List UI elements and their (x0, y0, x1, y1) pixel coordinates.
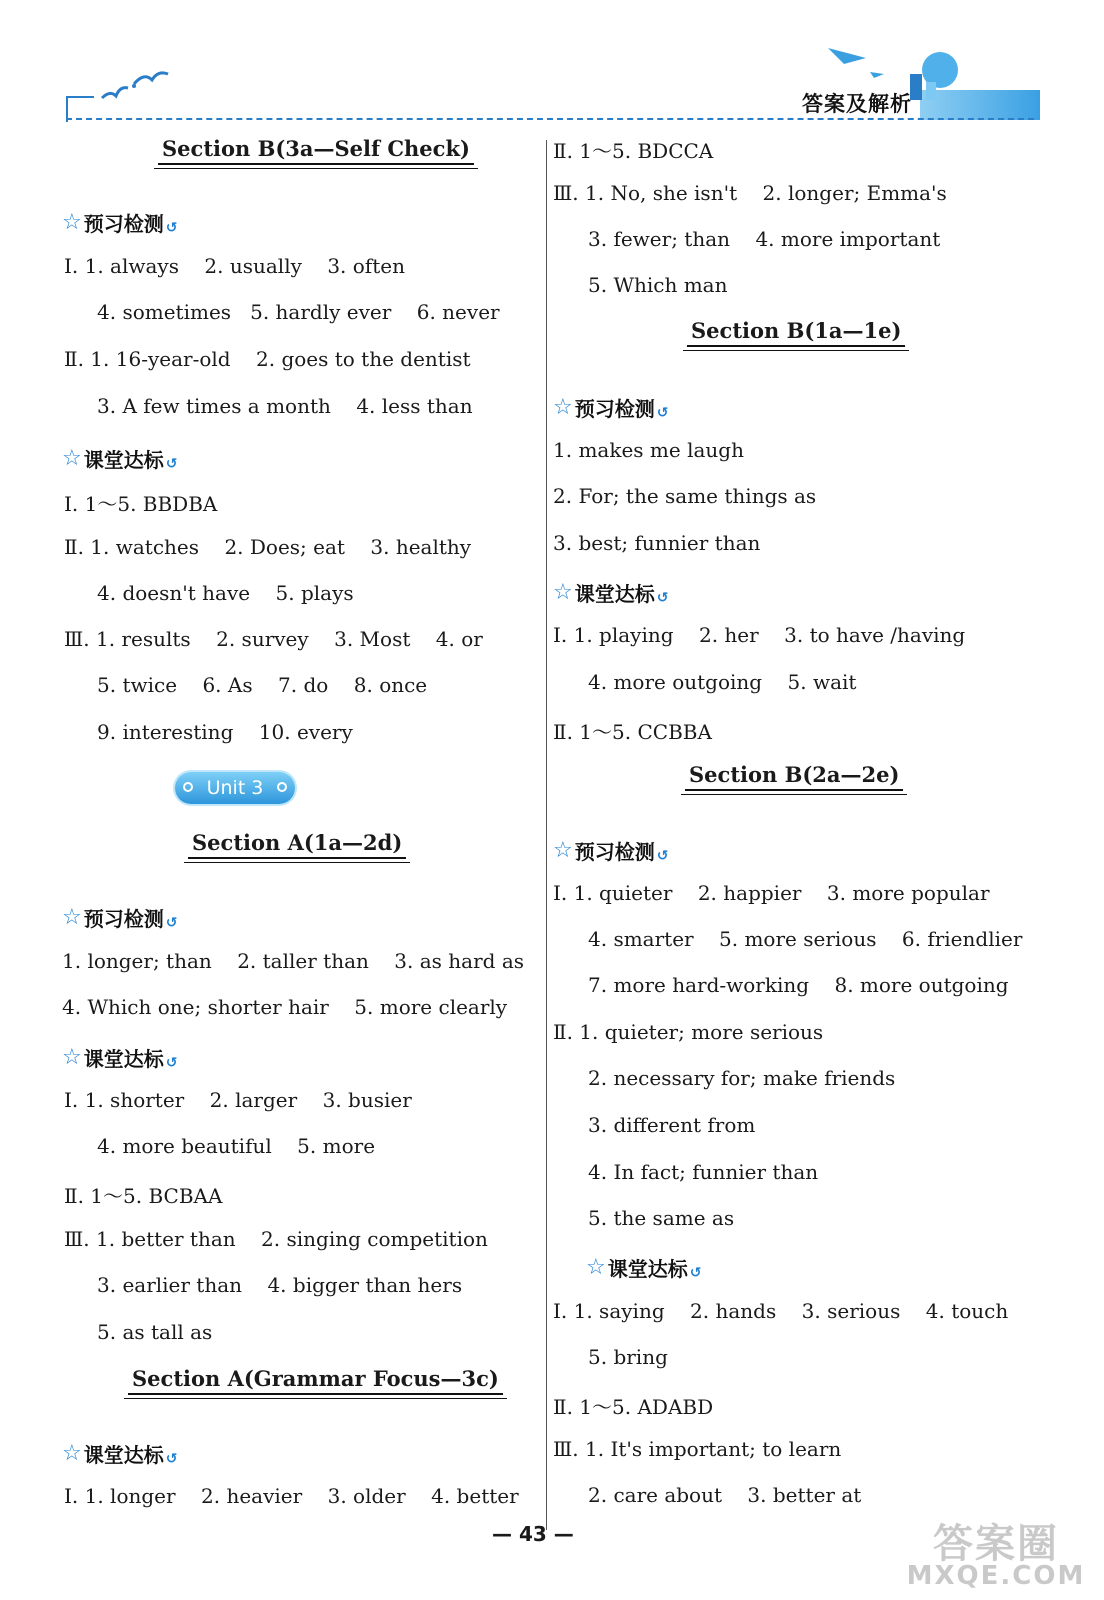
answer-line: Ⅰ. 1. always 2. usually 3. often (64, 254, 405, 278)
star-icon: ☆ (62, 1045, 82, 1070)
answer-line: Ⅰ. 1. playing 2. her 3. to have /having (553, 623, 966, 647)
answer-line: Ⅰ. 1. longer 2. heavier 3. older 4. better (64, 1484, 519, 1508)
swirl-icon: ↺ (165, 1054, 178, 1071)
section-title: Section B(3a—Self Check) (158, 136, 474, 165)
answer-line: Ⅱ. 1. watches 2. Does; eat 3. healthy (64, 535, 472, 559)
answer-line: 4. doesn't have 5. plays (97, 581, 354, 605)
paper-plane-icon (826, 44, 886, 84)
star-icon: ☆ (62, 905, 82, 930)
answer-line: 9. interesting 10. every (97, 720, 353, 744)
globe-icon (906, 48, 966, 100)
answer-line: 5. the same as (588, 1206, 735, 1230)
header-title: 答案及解析 (802, 92, 912, 116)
swirl-icon: ↺ (689, 1264, 702, 1281)
answer-line: 5. Which man (588, 273, 728, 297)
answer-line: 7. more hard-working 8. more outgoing (588, 973, 1009, 997)
answer-line: 4. more beautiful 5. more (97, 1134, 376, 1158)
answer-line: 4. sometimes 5. hardly ever 6. never (97, 300, 500, 324)
answer-line: 4. Which one; shorter hair 5. more clearly (62, 995, 508, 1019)
star-icon: ☆ (62, 1441, 82, 1466)
preview-heading: ☆ 预习检测 ↺ (553, 395, 669, 421)
watermark-line1: 答案圈 (933, 1521, 1059, 1567)
star-icon: ☆ (586, 1255, 606, 1280)
answer-line: 3. best; funnier than (553, 531, 761, 555)
answer-line: 2. care about 3. better at (588, 1483, 862, 1507)
answer-line: 1. longer; than 2. taller than 3. as hard as (62, 949, 525, 973)
answer-line: 5. bring (588, 1345, 668, 1369)
swirl-icon: ↺ (165, 219, 178, 236)
page-header (60, 40, 1040, 130)
section-title: Section B(1a—1e) (687, 318, 905, 347)
answer-line: Ⅲ. 1. It's important; to learn (553, 1437, 842, 1461)
answer-line: 3. different from (588, 1113, 756, 1137)
header-dashed-rule (66, 118, 1034, 120)
answer-line: 2. necessary for; make friends (588, 1066, 896, 1090)
answer-line: Ⅱ. 1. 16-year-old 2. goes to the dentist (64, 347, 471, 371)
preview-heading: ☆ 预习检测 ↺ (553, 838, 669, 864)
swirl-icon: ↺ (656, 847, 669, 864)
answer-line: Ⅱ. 1～5. ADABD (553, 1395, 714, 1419)
answer-line: Ⅲ. 1. results 2. survey 3. Most 4. or (64, 627, 483, 651)
section-title: Section A(Grammar Focus—3c) (128, 1366, 503, 1395)
answer-line: 5. as tall as (97, 1320, 213, 1344)
answer-line: 3. earlier than 4. bigger than hers (97, 1273, 463, 1297)
swirl-icon: ↺ (165, 914, 178, 931)
section-title: Section A(1a—2d) (188, 830, 406, 859)
preview-heading: ☆ 预习检测 ↺ (62, 905, 178, 931)
star-icon: ☆ (62, 446, 82, 471)
answer-line: Ⅰ. 1. quieter 2. happier 3. more popular (553, 881, 990, 905)
classroom-heading: ☆ 课堂达标 ↺ (553, 580, 669, 606)
answer-line: Ⅲ. 1. better than 2. singing competition (64, 1227, 488, 1251)
classroom-heading: ☆ 课堂达标 ↺ (62, 1045, 178, 1071)
answer-line: Ⅱ. 1～5. CCBBA (553, 720, 712, 744)
watermark-line2: MXQE.COM (906, 1561, 1086, 1591)
page-number: — 43 — (492, 1522, 574, 1546)
swirl-icon: ↺ (165, 455, 178, 472)
answer-line: Ⅱ. 1. quieter; more serious (553, 1020, 824, 1044)
watermark-logo (906, 1512, 1086, 1592)
badge-dot-left (183, 782, 193, 792)
classroom-heading: ☆ 课堂达标 ↺ (62, 446, 178, 472)
answer-line: Ⅰ. 1～5. BBDBA (64, 492, 218, 516)
column-divider (546, 140, 547, 1530)
badge-dot-right (277, 782, 287, 792)
preview-heading: ☆ 预习检测 ↺ (62, 210, 178, 236)
classroom-heading: ☆ 课堂达标 ↺ (586, 1255, 702, 1281)
answer-line: 3. A few times a month 4. less than (97, 394, 473, 418)
answer-line: Ⅰ. 1. shorter 2. larger 3. busier (64, 1088, 412, 1112)
answer-line: 4. more outgoing 5. wait (588, 670, 857, 694)
swirl-icon: ↺ (656, 404, 669, 421)
answer-line: Ⅲ. 1. No, she isn't 2. longer; Emma's (553, 181, 947, 205)
star-icon: ☆ (553, 395, 573, 420)
answer-line: 4. In fact; funnier than (588, 1160, 819, 1184)
swirl-icon: ↺ (656, 589, 669, 606)
star-icon: ☆ (553, 580, 573, 605)
answer-line: 2. For; the same things as (553, 484, 817, 508)
star-icon: ☆ (553, 838, 573, 863)
classroom-heading: ☆ 课堂达标 ↺ (62, 1441, 178, 1467)
answer-line: Ⅱ. 1～5. BCBAA (64, 1184, 223, 1208)
answer-line: 3. fewer; than 4. more important (588, 227, 941, 251)
answer-line: Ⅰ. 1. saying 2. hands 3. serious 4. touch (553, 1299, 1009, 1323)
answer-line: 4. smarter 5. more serious 6. friendlier (588, 927, 1023, 951)
swirl-icon: ↺ (165, 1450, 178, 1467)
answer-line: 5. twice 6. As 7. do 8. once (97, 673, 428, 697)
answer-line: 1. makes me laugh (553, 438, 744, 462)
answer-line: Ⅱ. 1～5. BDCCA (553, 139, 714, 163)
star-icon: ☆ (62, 210, 82, 235)
unit-badge: Unit 3 (175, 772, 295, 804)
section-title: Section B(2a—2e) (685, 762, 903, 791)
birds-icon (100, 68, 170, 104)
